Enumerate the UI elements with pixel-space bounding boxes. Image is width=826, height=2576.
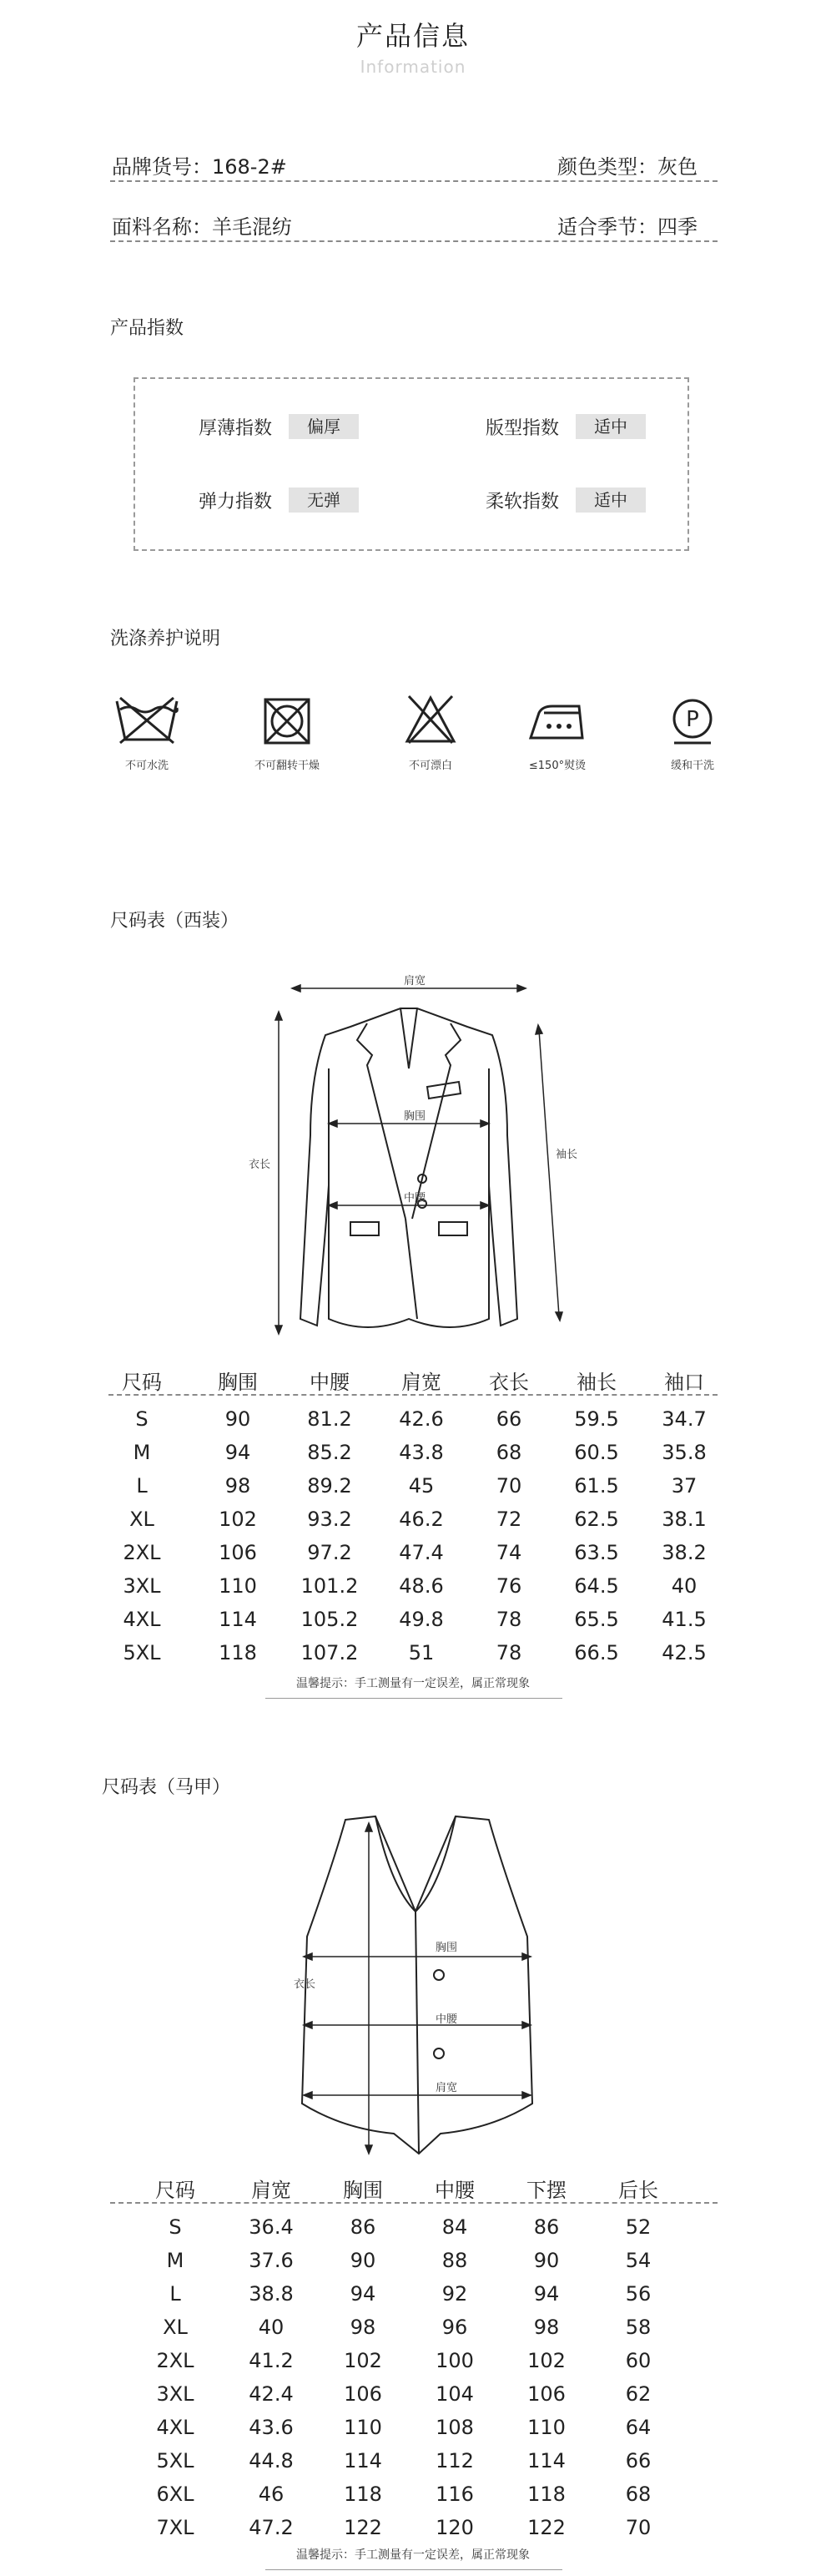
table-cell: 37 <box>671 1474 698 1498</box>
size-cell: 6XL <box>156 2483 194 2506</box>
table-cell: 98 <box>224 1474 251 1498</box>
table-cell: 40 <box>671 1574 698 1598</box>
table-cell: 48.6 <box>399 1574 444 1598</box>
length-arrow <box>360 1811 377 2162</box>
table-cell: 96 <box>441 2316 468 2339</box>
note-underline <box>265 2569 562 2570</box>
index-value: 适中 <box>576 414 646 439</box>
table-cell: 98 <box>350 2316 376 2339</box>
column-header: 肩宽 <box>401 1371 441 1394</box>
table-cell: 90 <box>224 1407 251 1431</box>
table-cell: 66.5 <box>574 1641 619 1664</box>
care-label: 不可翻转干燥 <box>254 760 320 772</box>
table-cell: 118 <box>344 2483 382 2506</box>
table-cell: 74 <box>496 1541 522 1564</box>
info-divider <box>110 240 718 242</box>
table-row <box>92 1641 726 1664</box>
suit-size-heading: 尺码表（西装） <box>110 911 239 932</box>
table-cell: 93.2 <box>307 1508 352 1531</box>
table-row <box>125 2449 759 2472</box>
table-cell: 112 <box>436 2449 474 2472</box>
size-cell: 2XL <box>123 1541 161 1564</box>
table-cell: 35.8 <box>662 1441 707 1464</box>
size-cell: 7XL <box>156 2516 194 2539</box>
table-cell: 92 <box>441 2282 468 2306</box>
no-tumble-dry-icon <box>262 696 312 746</box>
table-cell: 70 <box>625 2516 652 2539</box>
column-header: 袖口 <box>664 1371 704 1394</box>
table-cell: 114 <box>527 2449 566 2472</box>
table-cell: 106 <box>219 1541 257 1564</box>
table-cell: 34.7 <box>662 1407 707 1431</box>
column-header: 尺码 <box>122 1371 162 1394</box>
size-cell: 5XL <box>156 2449 194 2472</box>
table-cell: 118 <box>219 1641 257 1664</box>
suit-diagram <box>242 968 576 1336</box>
table-row <box>92 1541 726 1564</box>
table-cell: 110 <box>344 2416 382 2439</box>
table-row <box>125 2349 759 2372</box>
size-cell: 4XL <box>156 2416 194 2439</box>
table-cell: 72 <box>496 1508 522 1531</box>
table-cell: 40 <box>258 2316 285 2339</box>
size-cell: 3XL <box>123 1574 161 1598</box>
table-row <box>92 1508 726 1531</box>
column-header: 中腰 <box>435 2179 475 2202</box>
table-cell: 78 <box>496 1608 522 1631</box>
column-header: 尺码 <box>155 2179 195 2202</box>
fabric-name: 面料名称：羊毛混纺 <box>112 215 292 239</box>
table-cell: 86 <box>350 2215 376 2239</box>
table-cell: 110 <box>219 1574 257 1598</box>
table-cell: 47.4 <box>399 1541 444 1564</box>
table-cell: 89.2 <box>307 1474 352 1498</box>
table-cell: 114 <box>219 1608 257 1631</box>
table-cell: 60.5 <box>574 1441 619 1464</box>
table-cell: 43.6 <box>249 2416 294 2439</box>
diagram-label: 肩宽 <box>404 975 426 987</box>
table-cell: 61.5 <box>574 1474 619 1498</box>
table-row <box>125 2516 759 2539</box>
table-cell: 47.2 <box>249 2516 294 2539</box>
table-cell: 42.6 <box>399 1407 444 1431</box>
page-title: 产品信息 <box>355 20 470 52</box>
table-cell: 38.1 <box>662 1508 707 1531</box>
size-cell: 4XL <box>123 1608 161 1631</box>
table-cell: 102 <box>527 2349 566 2372</box>
column-header: 肩宽 <box>251 2179 291 2202</box>
table-cell: 51 <box>408 1641 435 1664</box>
index-label: 版型指数 <box>486 418 560 439</box>
diagram-label: 袖长 <box>556 1149 578 1161</box>
indices-box <box>133 377 689 551</box>
size-cell: XL <box>163 2316 188 2339</box>
table-cell: 108 <box>436 2416 474 2439</box>
column-header: 衣长 <box>489 1371 529 1394</box>
table-cell: 86 <box>533 2215 560 2239</box>
table-cell: 98 <box>533 2316 560 2339</box>
table-cell: 106 <box>527 2382 566 2406</box>
table-row <box>92 1474 726 1498</box>
table-cell: 122 <box>527 2516 566 2539</box>
table-cell: 38.8 <box>249 2282 294 2306</box>
diagram-label: 衣长 <box>294 1978 316 1991</box>
table-cell: 94 <box>533 2282 560 2306</box>
table-row <box>125 2249 759 2272</box>
table-cell: 76 <box>496 1574 522 1598</box>
table-cell: 68 <box>496 1441 522 1464</box>
table-cell: 46 <box>258 2483 285 2506</box>
table-row <box>92 1574 726 1598</box>
table-divider <box>108 1394 718 1396</box>
table-row <box>125 2382 759 2406</box>
note-underline <box>265 1698 562 1699</box>
table-cell: 46.2 <box>399 1508 444 1531</box>
size-cell: S <box>135 1407 149 1431</box>
diagram-label: 中腰 <box>404 1192 426 1205</box>
diagram-label: 衣长 <box>249 1159 271 1171</box>
diagram-label: 中腰 <box>436 2013 458 2026</box>
table-cell: 85.2 <box>307 1441 352 1464</box>
size-cell: L <box>136 1474 148 1498</box>
size-cell: S <box>169 2215 182 2239</box>
vest-diagram <box>292 1811 542 2162</box>
index-value: 无弹 <box>289 487 359 513</box>
table-row <box>92 1608 726 1631</box>
measure-note: 温馨提示：手工测量有一定误差，属正常现象 <box>296 2548 530 2562</box>
table-cell: 62 <box>625 2382 652 2406</box>
vest-size-heading: 尺码表（马甲） <box>102 1777 231 1798</box>
index-label: 柔软指数 <box>486 492 560 513</box>
table-cell: 52 <box>625 2215 652 2239</box>
brand-number: 品牌货号：168-2# <box>112 155 287 179</box>
table-cell: 94 <box>224 1441 251 1464</box>
size-cell: 2XL <box>156 2349 194 2372</box>
table-cell: 110 <box>527 2416 566 2439</box>
table-divider <box>110 2202 718 2204</box>
size-cell: L <box>169 2282 181 2306</box>
table-cell: 42.5 <box>662 1641 707 1664</box>
table-cell: 104 <box>436 2382 474 2406</box>
table-cell: 84 <box>441 2215 468 2239</box>
table-cell: 59.5 <box>574 1407 619 1431</box>
table-cell: 41.2 <box>249 2349 294 2372</box>
table-cell: 107.2 <box>300 1641 359 1664</box>
no-water-wash-icon <box>113 696 180 746</box>
size-cell: M <box>166 2249 184 2272</box>
table-row <box>125 2215 759 2239</box>
suit-table-header <box>92 1366 726 1395</box>
table-row <box>125 2416 759 2439</box>
table-cell: 114 <box>344 2449 382 2472</box>
mild-dry-clean-icon <box>667 696 718 746</box>
table-cell: 88 <box>441 2249 468 2272</box>
care-label: 不可漂白 <box>408 760 452 772</box>
table-cell: 49.8 <box>399 1608 444 1631</box>
column-header: 下摆 <box>526 2179 567 2202</box>
table-cell: 118 <box>527 2483 566 2506</box>
size-cell: XL <box>129 1508 154 1531</box>
table-cell: 45 <box>408 1474 435 1498</box>
table-cell: 81.2 <box>307 1407 352 1431</box>
column-header: 胸围 <box>218 1371 258 1394</box>
table-cell: 60 <box>625 2349 652 2372</box>
diagram-label: 胸围 <box>404 1110 426 1123</box>
vest-table-header <box>125 2174 709 2203</box>
index-value: 偏厚 <box>289 414 359 439</box>
table-cell: 54 <box>625 2249 652 2272</box>
no-bleach-icon <box>404 693 457 746</box>
page-subtitle: Information <box>360 57 466 77</box>
table-row <box>125 2483 759 2506</box>
table-cell: 102 <box>219 1508 257 1531</box>
table-cell: 120 <box>436 2516 474 2539</box>
size-cell: M <box>133 1441 151 1464</box>
table-cell: 101.2 <box>300 1574 359 1598</box>
care-label: 缓和干洗 <box>670 760 714 772</box>
table-cell: 97.2 <box>307 1541 352 1564</box>
table-cell: 62.5 <box>574 1508 619 1531</box>
table-cell: 122 <box>344 2516 382 2539</box>
info-divider <box>110 180 718 182</box>
table-cell: 90 <box>350 2249 376 2272</box>
season: 适合季节：四季 <box>557 215 698 239</box>
table-cell: 94 <box>350 2282 376 2306</box>
index-value: 适中 <box>576 487 646 513</box>
table-cell: 38.2 <box>662 1541 707 1564</box>
table-row <box>92 1441 726 1464</box>
index-label: 厚薄指数 <box>199 418 273 439</box>
table-cell: 41.5 <box>662 1608 707 1631</box>
table-cell: 66 <box>496 1407 522 1431</box>
table-cell: 100 <box>436 2349 474 2372</box>
measure-note: 温馨提示：手工测量有一定误差，属正常现象 <box>296 1677 530 1690</box>
table-cell: 44.8 <box>249 2449 294 2472</box>
table-cell: 78 <box>496 1641 522 1664</box>
table-cell: 68 <box>625 2483 652 2506</box>
care-heading: 洗涤养护说明 <box>110 629 221 649</box>
table-cell: 105.2 <box>300 1608 359 1631</box>
table-cell: 58 <box>625 2316 652 2339</box>
diagram-label: 肩宽 <box>436 2082 458 2094</box>
table-cell: 43.8 <box>399 1441 444 1464</box>
column-header: 中腰 <box>310 1371 350 1394</box>
table-cell: 37.6 <box>249 2249 294 2272</box>
table-cell: 102 <box>344 2349 382 2372</box>
column-header: 胸围 <box>343 2179 383 2202</box>
size-cell: 5XL <box>123 1641 161 1664</box>
iron-150-icon <box>527 700 589 745</box>
table-cell: 63.5 <box>574 1541 619 1564</box>
table-row <box>125 2316 759 2339</box>
table-cell: 36.4 <box>249 2215 294 2239</box>
color-type: 颜色类型：灰色 <box>557 155 698 179</box>
table-cell: 70 <box>496 1474 522 1498</box>
size-cell: 3XL <box>156 2382 194 2406</box>
indices-heading: 产品指数 <box>110 318 184 339</box>
column-header: 后长 <box>618 2179 658 2202</box>
care-label: 不可水洗 <box>124 760 169 772</box>
table-cell: 65.5 <box>574 1608 619 1631</box>
table-cell: 66 <box>625 2449 652 2472</box>
table-cell: 64 <box>625 2416 652 2439</box>
table-row <box>125 2282 759 2306</box>
column-header: 袖长 <box>577 1371 617 1394</box>
index-label: 弹力指数 <box>199 492 273 513</box>
svg-text:P: P <box>686 707 699 732</box>
table-cell: 56 <box>625 2282 652 2306</box>
table-cell: 106 <box>344 2382 382 2406</box>
table-cell: 42.4 <box>249 2382 294 2406</box>
care-label: ≤150°熨烫 <box>528 760 587 772</box>
diagram-label: 胸围 <box>436 1942 458 1954</box>
table-row <box>92 1407 726 1431</box>
table-cell: 116 <box>436 2483 474 2506</box>
table-cell: 64.5 <box>574 1574 619 1598</box>
table-cell: 90 <box>533 2249 560 2272</box>
